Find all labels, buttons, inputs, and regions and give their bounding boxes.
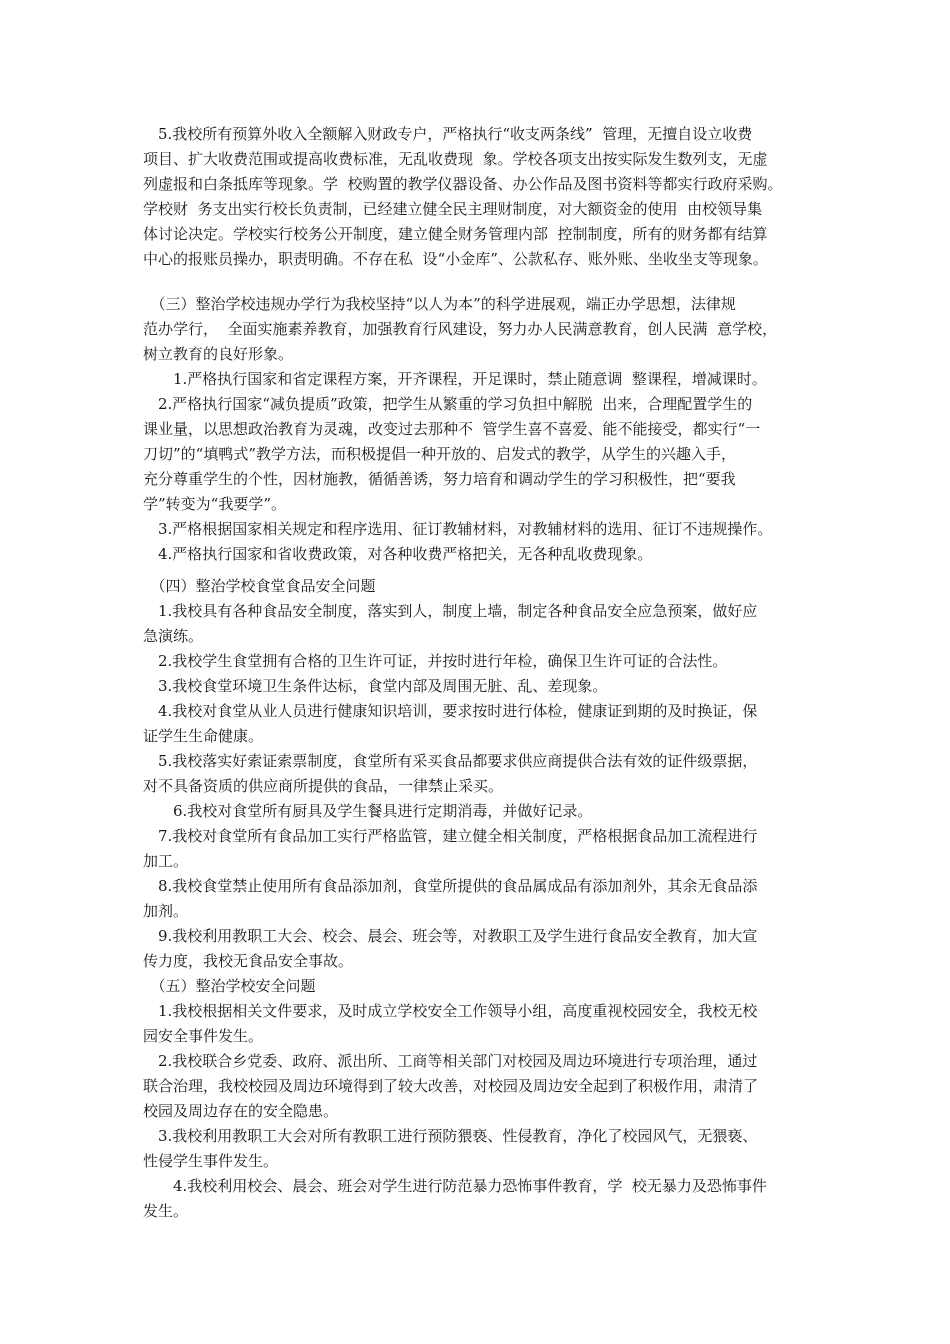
text-line: 范办学行， 全面实施素养教育，加强教育行风建设，努力办人民满意教育，创人民满 意学校，: [143, 320, 778, 338]
text-line: 3.我校利用教职工大会对所有教职工进行预防猥亵、性侵教育，净化了校园风气，无猥亵、: [143, 1127, 758, 1145]
text-line: 5.我校所有预算外收入全额解入财政专户，严格执行“收支两条线” 管理，无擅自设立收费: [143, 125, 753, 143]
text-line: 园安全事件发生。: [143, 1027, 264, 1045]
text-line: 1.我校根据相关文件要求，及时成立学校安全工作领导小组，高度重视校园安全，我校无校: [143, 1002, 758, 1020]
text-line: 项目、扩大收费范围或提高收费标准，无乱收费现 象。学校各项支出按实际发生数列支，无虚: [143, 150, 768, 168]
text-line: 5.我校落实好索证索票制度，食堂所有采买食品都要求供应商提供合法有效的证件级票据，: [143, 752, 758, 770]
paragraph-finance: [143, 122, 823, 272]
text-line: 2.我校学生食堂拥有合格的卫生许可证，并按时进行年检，确保卫生许可证的合法性。: [143, 652, 728, 670]
text-line: 列虚报和白条抵库等现象。学 校购置的教学仪器设备、办公作品及图书资料等都实行政府采购。: [143, 175, 783, 193]
text-line: 8.我校食堂禁止使用所有食品添加剂，食堂所提供的食品属成品有添加剂外，其余无食品添: [143, 877, 758, 895]
text-line: 体讨论决定。学校实行校务公开制度，建立健全财务管理内部 控制制度，所有的财务都有结算: [143, 225, 768, 243]
text-line: 树立教育的良好形象。: [143, 345, 294, 363]
text-line: 学”转变为“我要学”。: [143, 495, 287, 513]
text-line: 证学生生命健康。: [143, 727, 264, 745]
text-line: 4.严格执行国家和省收费政策，对各种收费严格把关，无各种乱收费现象。: [143, 545, 653, 563]
text-line: 加工。: [143, 852, 189, 870]
text-line: 发生。: [143, 1202, 189, 1220]
text-line: 校园及周边存在的安全隐患。: [143, 1102, 339, 1120]
text-line: 性侵学生事件发生。: [143, 1152, 279, 1170]
text-line: 6.我校对食堂所有厨具及学生餐具进行定期消毒，并做好记录。: [143, 802, 593, 820]
text-line: 7.我校对食堂所有食品加工实行严格监管，建立健全相关制度，严格根据食品加工流程进行: [143, 827, 758, 845]
text-line: 2.我校联合乡党委、政府、派出所、工商等相关部门对校园及周边环境进行专项治理，通过: [143, 1052, 758, 1070]
text-line: 3.严格根据国家相关规定和程序选用、征订教辅材料，对教辅材料的选用、征订不违规操作。: [143, 520, 773, 538]
text-line: 急演练。: [143, 627, 204, 645]
text-line: 充分尊重学生的个性，因材施教，循循善诱，努力培育和调动学生的学习积极性，把“要我: [143, 470, 736, 488]
section-heading: （三）整治学校违规办学行为我校坚持“以人为本”的科学进展观，端正办学思想，法律规: [143, 295, 736, 313]
text-line: 传力度，我校无食品安全事故。: [143, 952, 354, 970]
text-line: 加剂。: [143, 902, 189, 920]
section-heading: （五）整治学校安全问题: [143, 977, 316, 995]
text-line: 中心的报账员操办，职责明确。不存在私 设“小金库”、公款私存、账外账、坐收坐支等现象。: [143, 250, 768, 268]
text-line: 4.我校对食堂从业人员进行健康知识培训，要求按时进行体检，健康证到期的及时换证，保: [143, 702, 758, 720]
text-line: 2.严格执行国家“减负提质”政策，把学生从繁重的学习负担中解脱 出来，合理配置学生的: [143, 395, 753, 413]
text-line: 1.严格执行国家和省定课程方案，开齐课程，开足课时，禁止随意调 整课程，增减课时。: [143, 370, 767, 388]
text-line: 对不具备资质的供应商所提供的食品，一律禁止采买。: [143, 777, 504, 795]
text-line: 课业量，以思想政治教育为灵魂，改变过去那种不 管学生喜不喜爱、能不能接受，都实行“一: [143, 420, 761, 438]
sections-four-five: [143, 574, 823, 1224]
text-line: 刀切”的“填鸭式”教学方法，而积极提倡一种开放的、启发式的教学，从学生的兴趣入手，: [143, 445, 737, 463]
text-line: 4.我校利用校会、晨会、班会对学生进行防范暴力恐怖事件教育，学 校无暴力及恐怖事件: [143, 1177, 767, 1195]
text-line: 3.我校食堂环境卫生条件达标，食堂内部及周围无脏、乱、差现象。: [143, 677, 608, 695]
text-line: 学校财 务支出实行校长负责制，已经建立健全民主理财制度，对大额资金的使用 由校领导集: [143, 200, 763, 218]
section-three: [143, 292, 823, 567]
section-heading: （四）整治学校食堂食品安全问题: [143, 577, 376, 595]
text-line: 1.我校具有各种食品安全制度，落实到人，制度上墙，制定各种食品安全应急预案，做好应: [143, 602, 758, 620]
text-line: 9.我校利用教职工大会、校会、晨会、班会等，对教职工及学生进行食品安全教育，加大宣: [143, 927, 758, 945]
text-line: 联合治理，我校校园及周边环境得到了较大改善，对校园及周边安全起到了积极作用，肃清了: [143, 1077, 759, 1095]
